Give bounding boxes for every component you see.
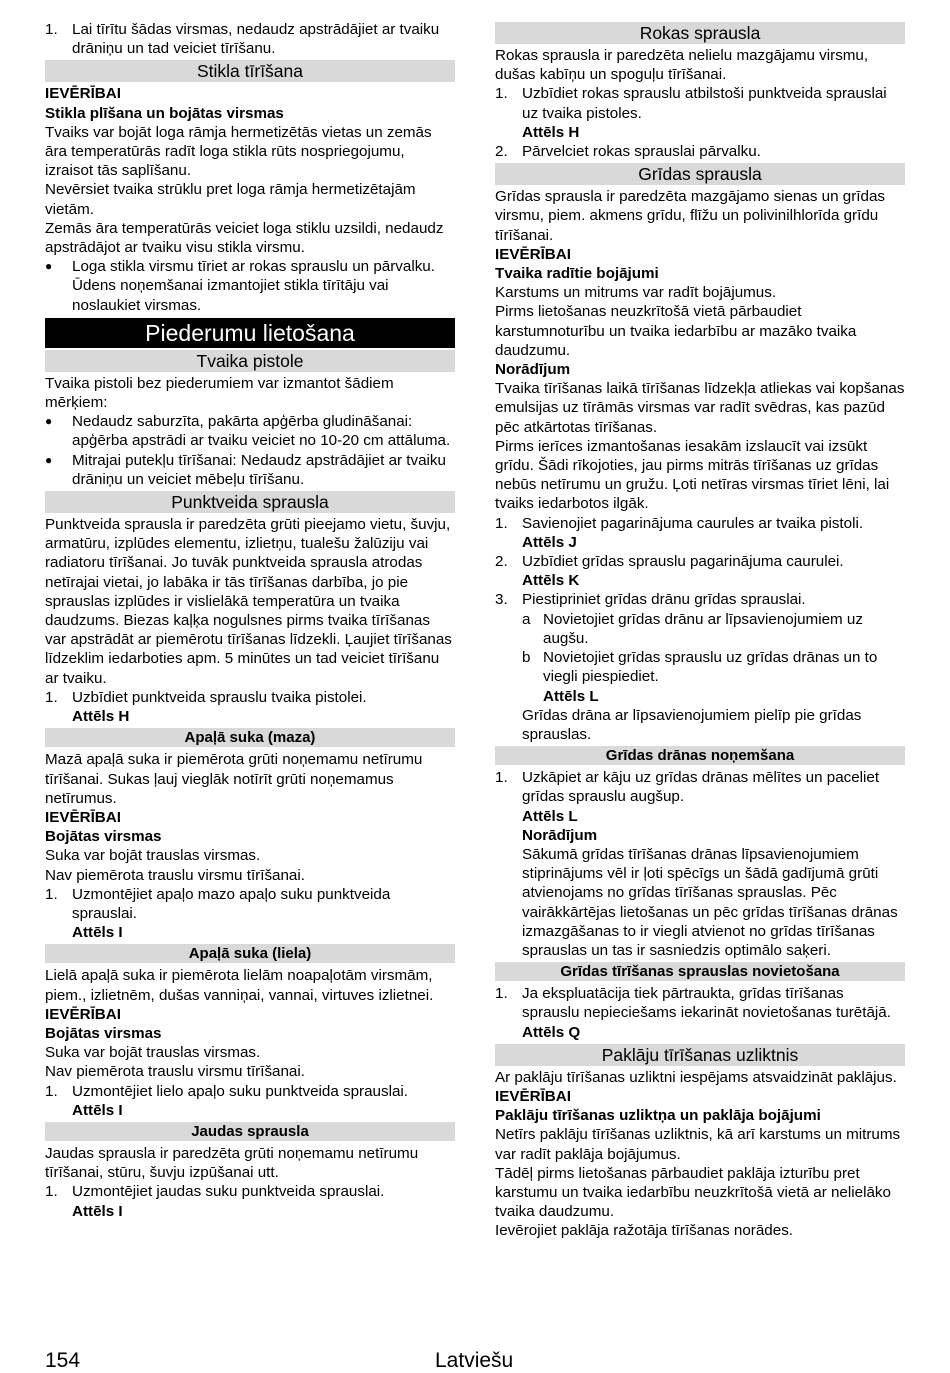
paragraph: Tādēļ pirms lietošanas pārbaudiet paklāja izturību pret karstumu un tvaika iedarbību neuzkrītošā vietā ar nelielāko tvaika daudzumu. [495, 1164, 891, 1221]
bullet-item: ● Loga stikla virsmu tīriet ar rokas sprauslu un pārvalku. Ūdens noņemšanai izmantojiet stikla tīrītāju vai noslaukiet virsmas. [45, 258, 435, 314]
paragraph: Zemās āra temperatūrās veiciet loga stiklu uzsildi, nedaudz apstrādājot ar tvaiku visu stikla virsmu. [45, 219, 444, 257]
section-heading-brush-small: Apaļā suka (maza) [45, 728, 455, 747]
list-item: 2. Uzbīdiet grīdas sprauslu pagarinājuma caurulei. [495, 553, 844, 571]
paragraph: Jaudas sprausla ir paredzēta grūti noņemamu netīrumu tīrīšanai, stūru, šuvju izpūšanai utt. [45, 1144, 419, 1182]
paragraph: Netīrs paklāju tīrīšanas uzliktnis, kā arī karstums un mitrums var radīt paklāja bojājumus. [495, 1126, 901, 1163]
list-item: 1. Uzbīdiet punktveida sprauslu tvaika pistolei. [45, 688, 367, 706]
warning-title: Bojātas virsmas [45, 828, 162, 846]
paragraph: Grīdas drāna ar līpsavienojumiem pielīp pie grīdas sprauslas. [522, 706, 862, 743]
section-heading-point-nozzle: Punktveida sprausla [45, 491, 455, 513]
figure-ref: Attēls I [72, 1101, 123, 1119]
left-column [45, 20, 455, 1221]
paragraph: Suka var bojāt trauslas virsmas. [45, 847, 261, 865]
list-item [45, 20, 455, 58]
bullet-item: ● Mitrajai putekļu tīrīšanai: Nedaudz apstrādājiet ar tvaiku drāniņu un veiciet mēbeļu tīrīšanu. [45, 451, 446, 488]
list-item: 1. Savienojiet pagarinājuma caurules ar tvaika pistoli. [495, 514, 864, 532]
paragraph: Punktveida sprausla ir paredzēta grūti pieejamo vietu, šuvju, armatūru, izplūdes elementu, izlietņu, tualešu žalūziju vai radiatoru tīrīšanai. Jo tuvāk punktveida sprausla atrodas netīrajai vietai, jo labāka ir tās tīrīšanas darbība, jo pie sprauslas izplūdes ir vislielākā temperatūra un tvaika daudzums. Biezas kaļķa nogulsnes pirms tvaika tīrīšanas var apstrādāt ar piemērotu tīrīšanas līdzekli. Ļaujiet tīrīšanas līdzeklim iedarboties apm. 5 minūtes un tad veiciet tīrīšanu ar tvaiku. [45, 516, 452, 687]
list-item: 2. Pārvelciet rokas sprauslai pārvalku. [495, 143, 761, 161]
figure-ref: Attēls L [522, 807, 578, 825]
paragraph: Ievērojiet paklāja ražotāja tīrīšanas norādes. [495, 1222, 794, 1240]
list-item: 1. Uzmontējiet jaudas suku punktveida sprauslai. [45, 1183, 385, 1201]
caution-label: IEVĒRĪBAI [45, 85, 121, 103]
paragraph: Suka var bojāt trauslas virsmas. [45, 1044, 261, 1062]
paragraph: Mazā apaļā suka ir piemērota grūti noņemamu netīrumu tīrīšanai. Sukas ļauj vieglāk notīrīt grūti noņemamus netīrumus. [45, 751, 423, 807]
paragraph: Karstums un mitrums var radīt bojājumus. [495, 284, 777, 302]
sub-list-item: a Novietojiet grīdas drānu ar līpsavienojumiem uz augšu. [522, 610, 863, 647]
figure-ref: Attēls I [72, 1202, 123, 1220]
list-item: 1. Uzkāpiet ar kāju uz grīdas drānas mēlītes un paceliet grīdas sprauslu augšup. [495, 769, 880, 806]
section-heading-cloth-removal: Grīdas drānas noņemšana [495, 746, 905, 765]
paragraph: Nevērsiet tvaika strūklu pret loga rāmja hermetizētajām vietām. [45, 181, 416, 218]
section-heading-glass: Stikla tīrīšana [45, 60, 455, 82]
paragraph: Rokas sprausla ir paredzēta nelielu mazgājamu virsmu, dušas kabīņu un spoguļu tīrīšanai. [495, 47, 869, 84]
paragraph: Nav piemērota trauslu virsmu tīrīšanai. [45, 1063, 305, 1081]
sub-list-item: b Novietojiet grīdas sprauslu uz grīdas drānas un to viegli piespiediet. [522, 649, 878, 686]
bullet-icon: ● [45, 259, 53, 274]
section-heading-carpet: Paklāju tīrīšanas uzliktnis [495, 1044, 905, 1066]
section-heading-hand-nozzle: Rokas sprausla [495, 22, 905, 44]
figure-ref: Attēls J [522, 533, 577, 551]
paragraph: Lielā apaļā suka ir piemērota lielām noapaļotām virsmām, piem., izlietnēm, dušas vanniņai, vannai, virtuves izlietnei. [45, 967, 434, 1004]
list-item: 1. Uzmontējiet apaļo mazo apaļo suku punktveida sprauslai. [45, 885, 391, 922]
list-text: Lai tīrītu šādas virsmas, nedaudz apstrādājiet ar tvaiku drāniņu un tad veiciet tīrīšanu. [72, 21, 440, 58]
paragraph: Grīdas sprausla ir paredzēta mazgājamo sienas un grīdas virsmu, piem. akmens grīdu, flīžu un polivinilhlorīda grīdu tīrīšanai. [495, 188, 886, 244]
bullet-icon: ● [45, 414, 53, 429]
figure-ref: Attēls L [543, 687, 599, 705]
list-item: 1. Ja ekspluatācija tiek pārtraukta, grīdas tīrīšanas sprauslu nepieciešams iekarināt novietošanas turētājā. [495, 985, 891, 1022]
warning-title: Tvaika radītie bojājumi [495, 265, 659, 283]
warning-title: Stikla plīšana un bojātas virsmas [45, 104, 284, 122]
section-heading-brush-large: Apaļā suka (liela) [45, 944, 455, 963]
list-item: 1. Uzbīdiet rokas sprauslu atbilstoši punktveida sprauslai uz tvaika pistoles. [495, 85, 887, 122]
warning-title: Bojātas virsmas [45, 1024, 162, 1042]
chapter-heading: Piederumu lietošana [45, 318, 455, 348]
figure-ref: Attēls H [522, 123, 580, 141]
caution-label: IEVĒRĪBAI [45, 1005, 121, 1023]
note-title: Norādījum [495, 361, 571, 379]
paragraph: Tvaika tīrīšanas laikā tīrīšanas līdzekļa atliekas vai kopšanas emulsijas uz tīrāmās virsmas var radīt svēdras, kas pazūd pēc atkārtotas tīrīšanas. [495, 380, 905, 436]
paragraph: Pirms lietošanas neuzkrītošā vietā pārbaudiet karstumnoturību un tvaika iedarbību ar mazāko tvaika daudzumu. [495, 303, 857, 359]
figure-ref: Attēls H [72, 708, 130, 726]
figure-ref: Attēls K [522, 572, 580, 590]
list-marker: 1. [45, 21, 58, 38]
note-title: Norādījum [522, 826, 598, 844]
bullet-item: ● Nedaudz saburzīta, pakārta apģērba gludināšanai: apģērba apstrādi ar tvaiku veiciet no 10-20 cm attāluma. [45, 413, 451, 450]
paragraph: Pirms ierīces izmantošanas iesakām izslaucīt vai izsūkt grīdu. Šādi rīkojoties, jau pirms mitrās tīrīšanas uz grīdas nebūs netīrumu un gružu. Ļoti netīras virsmas tīriet lēni, lai tvaiks iedarbotos ilgāk. [495, 437, 890, 513]
language-label: Latviešu [435, 1349, 514, 1372]
page-number: 154 [45, 1349, 81, 1372]
list-item: 1. Uzmontējiet lielo apaļo suku punktveida sprauslai. [45, 1082, 409, 1100]
caution-label: IEVĒRĪBAI [45, 808, 121, 826]
list-item: 3. Piestipriniet grīdas drānu grīdas sprauslai. [495, 591, 806, 609]
figure-ref: Attēls Q [522, 1023, 581, 1041]
section-heading-parking: Grīdas tīrīšanas sprauslas novietošana [495, 962, 905, 981]
caution-label: IEVĒRĪBAI [495, 1087, 571, 1105]
section-heading-power-nozzle: Jaudas sprausla [45, 1122, 455, 1141]
right-column [495, 20, 905, 1241]
paragraph: Tvaika pistoli bez piederumiem var izmantot šādiem mērķiem: [45, 374, 394, 412]
warning-title: Paklāju tīrīšanas uzliktņa un paklāja bojājumi [495, 1107, 821, 1125]
section-heading-floor-nozzle: Grīdas sprausla [495, 163, 905, 185]
figure-ref: Attēls I [72, 924, 123, 942]
section-heading-pistol: Tvaika pistole [45, 350, 455, 372]
caution-label: IEVĒRĪBAI [495, 245, 571, 263]
paragraph: Tvaiks var bojāt loga rāmja hermetizētās vietas un zemās āra temperatūrās radīt loga stikla rūts nospriegojumu, izraisot tās saplīšanu. [45, 123, 432, 180]
bullet-icon: ● [45, 452, 53, 467]
paragraph: Ar paklāju tīrīšanas uzliktni iespējams atsvaidzināt paklājus. [495, 1068, 897, 1086]
paragraph: Nav piemērota trauslu virsmu tīrīšanai. [45, 866, 305, 884]
paragraph: Sākumā grīdas tīrīšanas drānas līpsavienojumiem stiprinājums vēl ir ļoti spēcīgs un šādā gadījumā grūti atvienojams no grīdas tīrīšanas sprauslas. Pēc vairākkārtējas lietošanas un pēc grīdas tīrīšanas drānas izmazgāšanas to ir viegli atvienot no grīdas tīrīšanas sprauslas un tas ir sasniedzis optimālo saķeri. [522, 845, 898, 959]
